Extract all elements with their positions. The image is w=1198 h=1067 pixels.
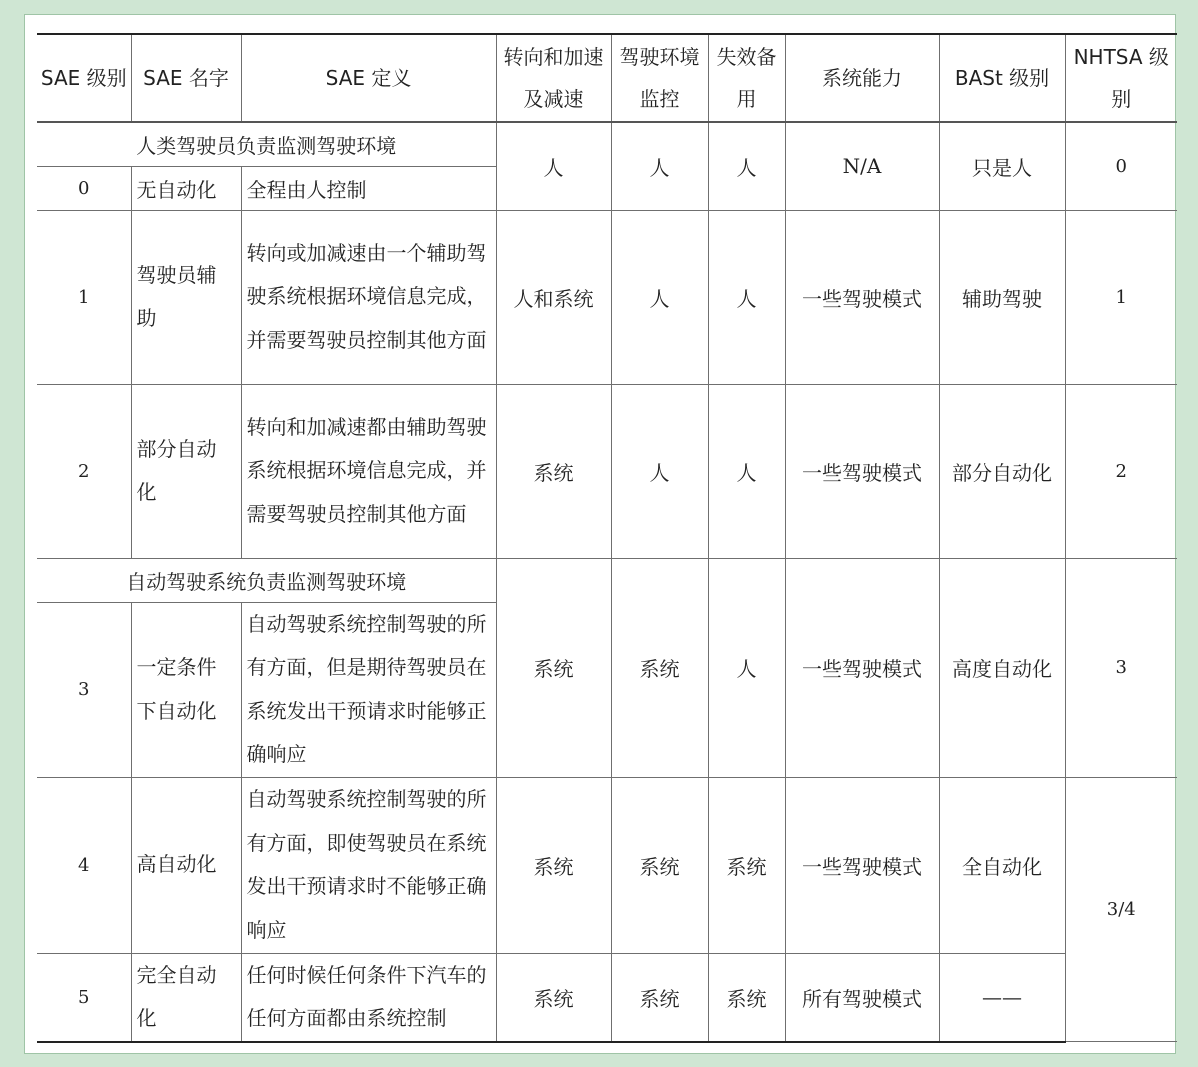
table-row-level-5 (37, 953, 1177, 1042)
row1-capability: 一些驾驶模式 (785, 210, 939, 384)
header-sae-name: SAE 名字 (131, 34, 241, 122)
row5-definition: 任何时候任何条件下汽车的任何方面都由系统控制 (241, 953, 496, 1042)
row5-bast: —— (939, 953, 1065, 1042)
row3-fallback: 人 (708, 558, 785, 777)
row3-bast: 高度自动化 (939, 558, 1065, 777)
row2-monitoring: 人 (611, 384, 708, 558)
row5-level: 5 (37, 953, 131, 1042)
table-row-level-2 (37, 384, 1177, 558)
row1-steering: 人和系统 (496, 210, 611, 384)
row3-name: 一定条件下自动化 (131, 602, 241, 777)
row4-monitoring: 系统 (611, 777, 708, 953)
row4-level: 4 (37, 777, 131, 953)
row1-bast: 辅助驾驶 (939, 210, 1065, 384)
section-label-human: 人类驾驶员负责监测驾驶环境 (37, 122, 496, 166)
row4-definition: 自动驾驶系统控制驾驶的所有方面，即使驾驶员在系统发出干预请求时不能够正确响应 (241, 777, 496, 953)
row4-5-nhtsa: 3/4 (1065, 777, 1177, 1042)
row5-monitoring: 系统 (611, 953, 708, 1042)
row3-nhtsa: 3 (1065, 558, 1177, 777)
header-steering: 转向和加速及减速 (496, 34, 611, 122)
header-monitoring: 驾驶环境监控 (611, 34, 708, 122)
row5-capability: 所有驾驶模式 (785, 953, 939, 1042)
row4-fallback: 系统 (708, 777, 785, 953)
document-page (24, 14, 1176, 1054)
row2-level: 2 (37, 384, 131, 558)
header-nhtsa: NHTSA 级别 (1065, 34, 1177, 122)
row0-steering: 人 (496, 122, 611, 210)
row3-level: 3 (37, 602, 131, 777)
section-row-human (37, 122, 1177, 166)
row0-fallback: 人 (708, 122, 785, 210)
row1-nhtsa: 1 (1065, 210, 1177, 384)
row0-monitoring: 人 (611, 122, 708, 210)
row4-name: 高自动化 (131, 777, 241, 953)
row2-bast: 部分自动化 (939, 384, 1065, 558)
row3-monitoring: 系统 (611, 558, 708, 777)
row2-capability: 一些驾驶模式 (785, 384, 939, 558)
header-sae-definition: SAE 定义 (241, 34, 496, 122)
row1-fallback: 人 (708, 210, 785, 384)
row5-steering: 系统 (496, 953, 611, 1042)
row1-name: 驾驶员辅助 (131, 210, 241, 384)
row4-bast: 全自动化 (939, 777, 1065, 953)
table-row-level-1 (37, 210, 1177, 384)
row3-steering: 系统 (496, 558, 611, 777)
header-sae-level: SAE 级别 (37, 34, 131, 122)
row3-definition: 自动驾驶系统控制驾驶的所有方面，但是期待驾驶员在系统发出干预请求时能够正确响应 (241, 602, 496, 777)
header-bast: BASt 级别 (939, 34, 1065, 122)
row2-steering: 系统 (496, 384, 611, 558)
row0-nhtsa: 0 (1065, 122, 1177, 210)
row0-capability: N/A (785, 122, 939, 210)
row0-level: 0 (37, 166, 131, 210)
row0-definition: 全程由人控制 (241, 166, 496, 210)
header-row (37, 34, 1177, 122)
row2-definition: 转向和加减速都由辅助驾驶系统根据环境信息完成，并需要驾驶员控制其他方面 (241, 384, 496, 558)
row1-definition: 转向或加减速由一个辅助驾驶系统根据环境信息完成，并需要驾驶员控制其他方面 (241, 210, 496, 384)
row5-name: 完全自动化 (131, 953, 241, 1042)
section-label-system: 自动驾驶系统负责监测驾驶环境 (37, 558, 496, 602)
header-fallback: 失效备用 (708, 34, 785, 122)
row2-name: 部分自动化 (131, 384, 241, 558)
row1-level: 1 (37, 210, 131, 384)
section-row-system (37, 558, 1177, 602)
row4-capability: 一些驾驶模式 (785, 777, 939, 953)
sae-levels-table (37, 33, 1177, 1043)
row3-capability: 一些驾驶模式 (785, 558, 939, 777)
header-capability: 系统能力 (785, 34, 939, 122)
table-row-level-4 (37, 777, 1177, 953)
row0-bast: 只是人 (939, 122, 1065, 210)
row0-name: 无自动化 (131, 166, 241, 210)
row5-fallback: 系统 (708, 953, 785, 1042)
row1-monitoring: 人 (611, 210, 708, 384)
row2-fallback: 人 (708, 384, 785, 558)
row4-steering: 系统 (496, 777, 611, 953)
row2-nhtsa: 2 (1065, 384, 1177, 558)
